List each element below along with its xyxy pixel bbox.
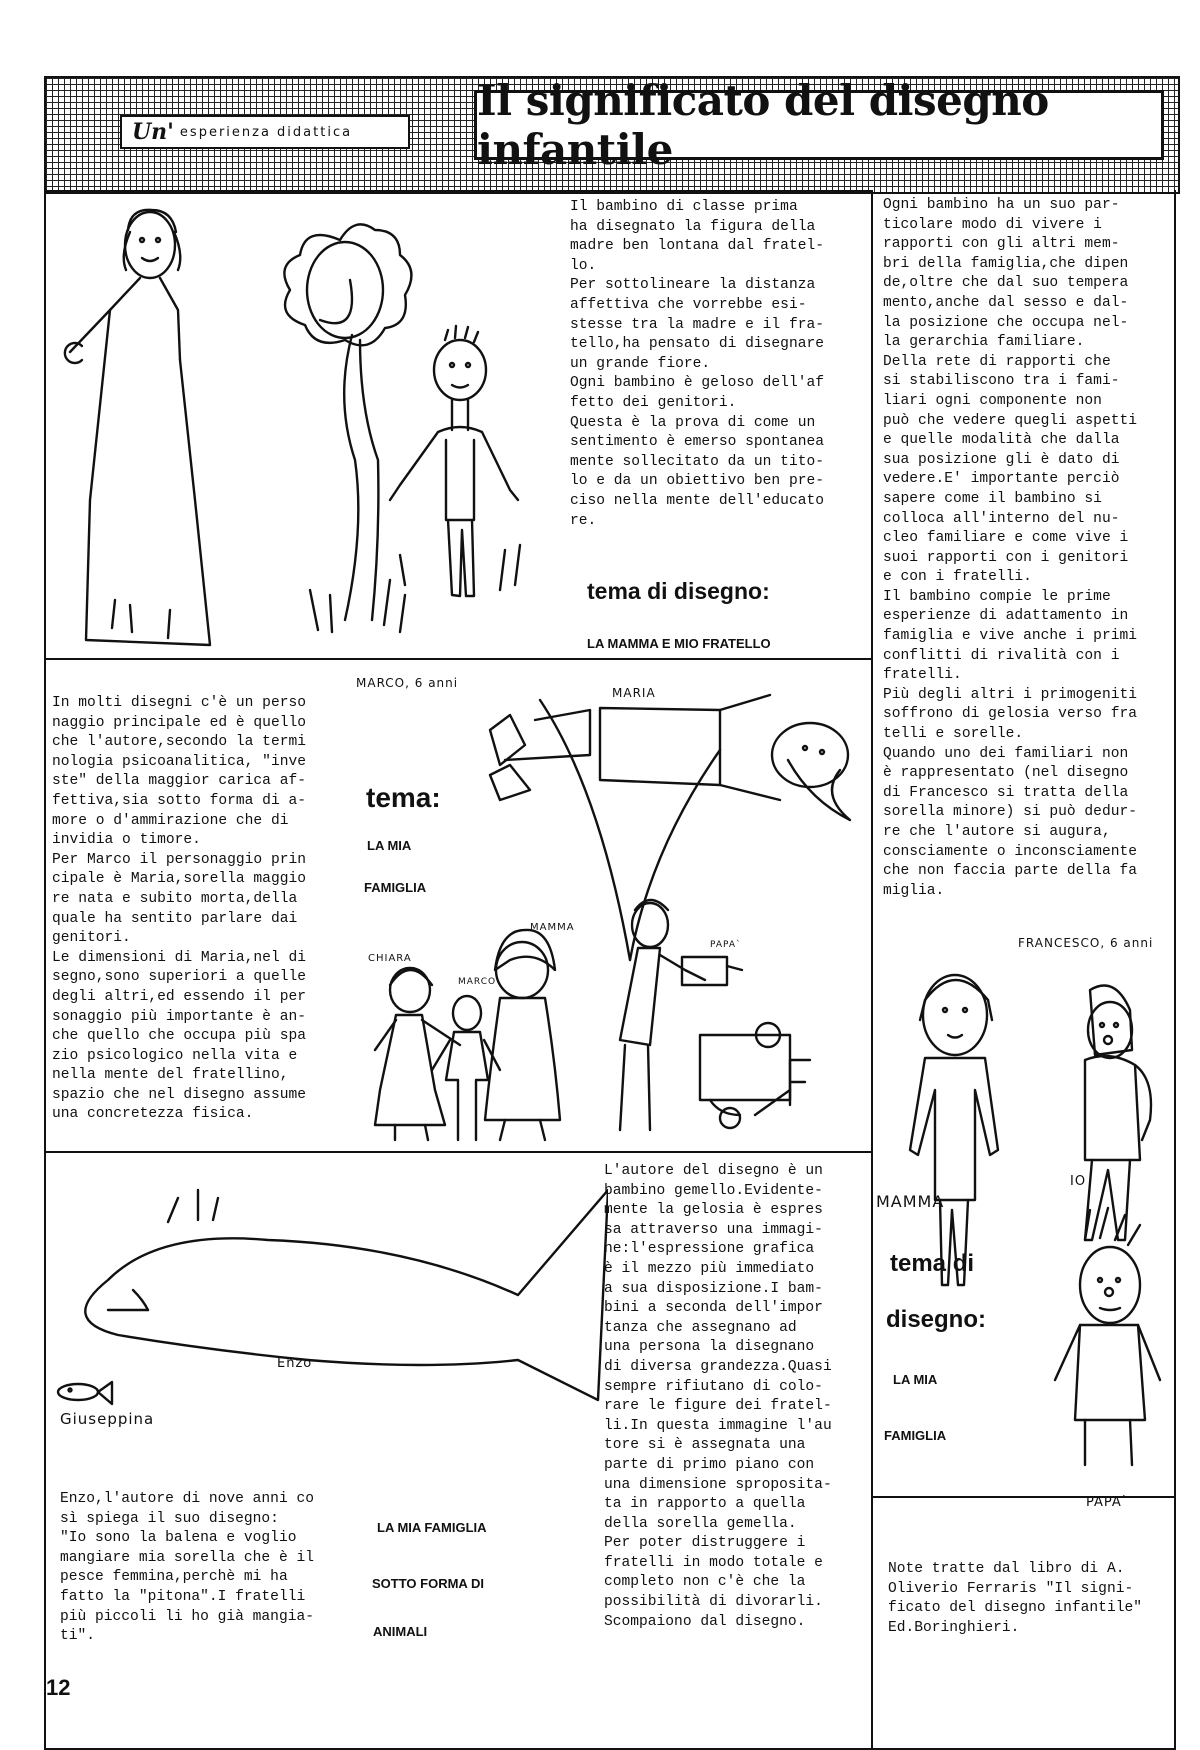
label-enzo: Enzo [277,1356,313,1371]
francesco-label-papa: PAPA` [1086,1495,1130,1510]
section3-caption-3: ANIMALI [373,1624,428,1639]
note-divider [871,1496,1176,1498]
mother-brother-drawing [60,200,560,655]
section2-body-text: In molti disegni c'è un perso naggio principale ed è quello che l'autore,secondo la termi nologia psicoanalitica, "inve ste" della maggior carica af- fettiva,sia sotto forma di a- more o d'ammirazione che di invidia o timore. Per Marco il personaggio prin cipale è Maria,sorella maggio re nata e subito morta,della quale ha sentito parlare dai genitori. Le dimensioni di Maria,nel di segno,sono superiori a quelle degli altri,ed essendo il per sonaggio più importante è an- che quello che occupa più spa zio psicologico nella vita e nella mente del fratellino, spazio che nel disegno assume una concretezza fisica. [52,695,306,1123]
label-giuseppina: Giuseppina [60,1410,155,1428]
label-chiara: CHIARA [368,953,412,964]
page-number: 12 [46,1675,71,1700]
source-note: Note tratte dal libro di A. Oliverio Ferraris "Il signi- ficato del disegno infantile" Ed.Boringhieri. [888,1561,1142,1636]
right-column-text: Ogni bambino ha un suo par- ticolare modo di vivere i rapporti con gli altri mem- bri della famiglia,che dipen de,oltre che dal suo tempera mento,anche dal sesso e dal- la posizione che occupa nel- la gerarchia familiare. Della rete di rapporti che si stabiliscono tra i fami- liari ogni componente non può che vedere quegli aspetti e quelle modalità che dalla sua posizione gli è dato di vedere.E' importante perciò sapere come il bambino si colloca all'interno del nu- cleo familiare e come vive i suoi rapporti con i genitori e con i fratelli. Il bambino compie le prime esperienze di adattamento in famiglia e vive anche i primi conflitti di rivalità con i fratelli. Più degli altri i primogeniti soffrono di gelosia verso fra telli e sorelle. Quando uno dei familiari non è rappresentato (nel disegno di Francesco si tratta della sorella minore) si può dedur- re che l'autore si augura, consciamente o inconsciamente che non faccia parte della fa miglia. [883,197,1137,899]
whale-fish-drawing [48,1160,608,1420]
kicker-box [120,115,410,149]
francesco-label-mamma: MAMMA [876,1192,945,1211]
marco-author-label: MARCO, 6 anni [356,676,459,690]
marco-family-drawing [350,670,870,1150]
section2-tema-label: tema: [366,782,441,813]
section3-right-text: L'autore del disegno è un bambino gemello.Evidente- mente la gelosia è espres sa attraverso una immagi- ne:l'espressione grafica è il mezzo più immediato a sua disposizione.I bam- bini a seconda dell'impor tanza che assegnano ad una persona la disegnano di diversa grandezza.Quasi sempre rifiutano di colo- rare le figure dei fratel- li.In questa immagine l'au tore si è assegnata una parte di primo piano con una dimensione sproposita- ta in rapporto a quella della sorella gemella. Per poter distruggere i fratelli in modo totale e completo non c'è che la possibilità di divorarli. Scompaiono dal disegno. [604,1163,832,1630]
francesco-label-io: IO [1070,1174,1087,1189]
section4-tema-value-2: FAMIGLIA [884,1428,947,1443]
section3-caption-2: SOTTO FORMA DI [372,1576,484,1591]
label-papa: PAPA` [710,940,742,950]
kicker-initial: Un' [132,119,174,145]
section3-left-text: Enzo,l'autore di nove anni co sì spiega il suo disegno: "Io sono la balena e voglio mangiare mia sorella che è il pesce femmina,perchè mi ha fatto la "pitona".I fratelli più piccoli li ho già mangia- ti". [60,1491,314,1645]
kicker-text: esperienza didattica [179,124,353,140]
section1-body-text: Il bambino di classe prima ha disegnato la figura della madre ben lontana dal fratel- lo. Per sottolineare la distanza affettiva che vorrebbe esi- stesse tra la madre e il fra- tello,ha pensato di disegnare un grande fiore. Ogni bambino è geloso dell'af fetto dei genitori. Questa è la prova di come un sentimento è emerso spontanea mente sollecitato da un tito- lo e da un obiettivo ben pre- ciso nella mente dell'educato re. [570,199,824,529]
francesco-author-label: FRANCESCO, 6 anni [1018,936,1154,950]
section4-tema-label-2: disegno: [886,1306,986,1333]
label-mamma: MAMMA [530,922,575,933]
section4-tema-label-1: tema di [890,1250,975,1277]
section2-tema-value-1: LA MIA [367,838,412,853]
section1-tema-value: LA MAMMA E MIO FRATELLO [587,636,771,651]
section2-tema-value-2: FAMIGLIA [364,880,427,895]
label-marco: MARCO [458,977,497,987]
section3-caption-1: LA MIA FAMIGLIA [377,1520,487,1535]
section4-tema-value-1: LA MIA [893,1372,938,1387]
header-band [44,76,1180,194]
section1-tema-label: tema di disegno: [587,578,770,604]
page-title: Il significato del disegno infantile [474,90,1164,160]
label-maria: MARIA [612,686,656,700]
